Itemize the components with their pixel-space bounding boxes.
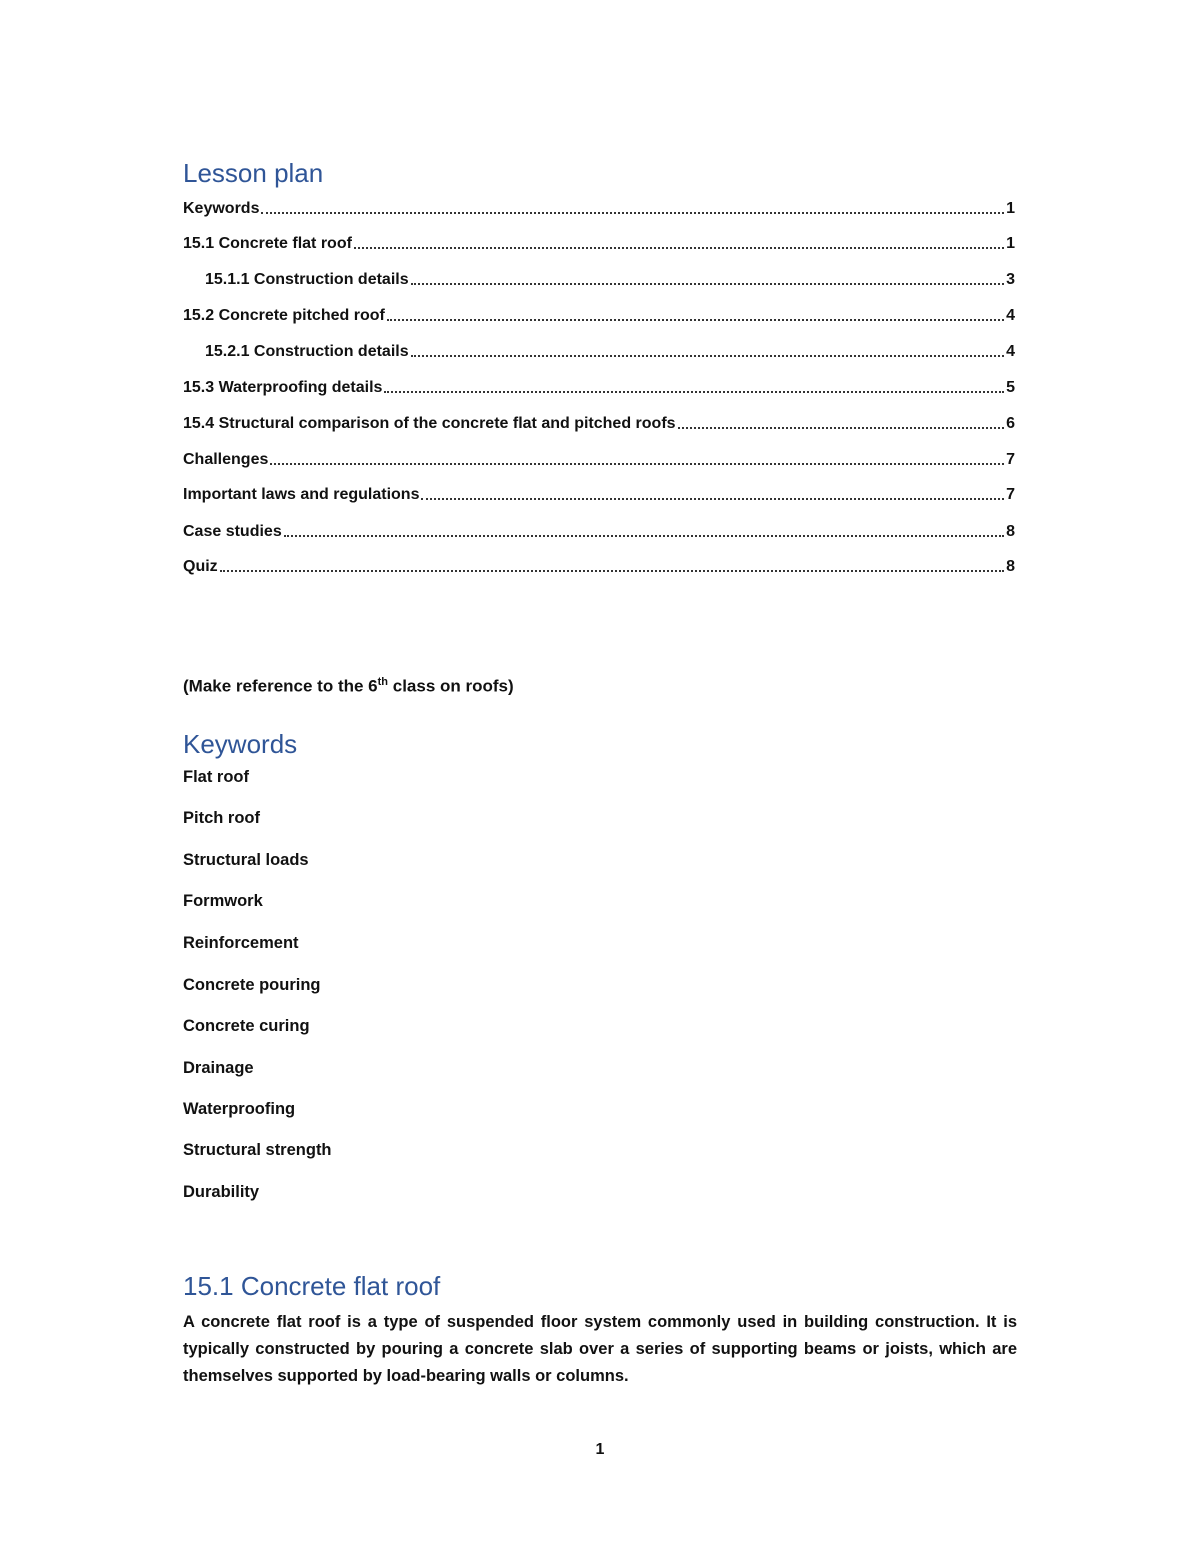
- keyword-item: Concrete pouring: [183, 976, 321, 994]
- toc-entry-title: 15.2.1 Construction details: [205, 343, 409, 360]
- toc-entry-title: Case studies: [183, 523, 282, 540]
- keyword-item: Waterproofing: [183, 1100, 296, 1118]
- toc-leader-dots: [270, 463, 1004, 465]
- toc-entry-page: 1: [1006, 235, 1015, 252]
- toc-entry-page: 4: [1006, 307, 1015, 324]
- keyword-item: Pitch roof: [183, 809, 260, 827]
- toc-leader-dots: [354, 247, 1004, 249]
- keyword-item: Structural strength: [183, 1141, 332, 1159]
- keyword-item: Durability: [183, 1183, 260, 1201]
- section-body-text: A concrete flat roof is a type of suspended floor system commonly used in building construction. It is typically constructed by pouring a concrete slab over a series of supporting beams or joists, which are themselves supported by load-bearing walls or columns.: [183, 1313, 1017, 1385]
- keyword-item: Reinforcement: [183, 934, 299, 952]
- toc-leader-dots: [411, 283, 1004, 285]
- toc-leader-dots: [284, 535, 1004, 537]
- toc-entry-case-studies[interactable]: [183, 520, 1015, 542]
- toc-leader-dots: [387, 319, 1004, 321]
- toc-entry-title: Keywords: [183, 200, 260, 217]
- reference-note-end: class on roofs): [388, 676, 514, 696]
- toc-leader-dots: [421, 498, 1004, 500]
- toc-entry-page: 5: [1006, 379, 1015, 396]
- toc-entry-challenges[interactable]: [183, 448, 1015, 470]
- reference-note-superscript: th: [377, 676, 389, 688]
- toc-leader-dots: [261, 212, 1004, 214]
- toc-entry-title: 15.4 Structural comparison of the concrete flat and pitched roofs: [183, 415, 676, 432]
- toc-entry-page: 6: [1006, 415, 1015, 432]
- toc-entry-title: Important laws and regulations: [183, 486, 420, 503]
- toc-entry-15-2-1[interactable]: [205, 340, 1015, 362]
- keyword-item: Concrete curing: [183, 1017, 310, 1035]
- toc-entry-15-1[interactable]: [183, 232, 1015, 254]
- toc-entry-page: 1: [1006, 200, 1015, 217]
- toc-entry-title: Quiz: [183, 558, 218, 575]
- reference-note-start: (Make reference to the 6: [183, 676, 378, 696]
- toc-entry-page: 7: [1006, 486, 1015, 503]
- toc-entry-keywords[interactable]: [183, 197, 1015, 219]
- reference-note: [183, 676, 514, 697]
- toc-entry-15-4[interactable]: [183, 412, 1015, 434]
- toc-leader-dots: [384, 391, 1004, 393]
- toc-entry-title: Challenges: [183, 451, 269, 468]
- toc-entry-title: 15.2 Concrete pitched roof: [183, 307, 385, 324]
- keyword-item: Flat roof: [183, 768, 249, 786]
- toc-entry-page: 4: [1006, 343, 1015, 360]
- toc-entry-15-3[interactable]: [183, 376, 1015, 398]
- keyword-item: Structural loads: [183, 851, 309, 869]
- keyword-item: Formwork: [183, 892, 263, 910]
- keywords-heading: Keywords: [183, 729, 298, 759]
- toc-leader-dots: [678, 427, 1005, 429]
- toc-entry-page: 8: [1006, 523, 1015, 540]
- toc-entry-page: 7: [1006, 451, 1015, 468]
- toc-leader-dots: [411, 355, 1004, 357]
- toc-entry-quiz[interactable]: [183, 555, 1015, 577]
- toc-entry-title: 15.3 Waterproofing details: [183, 379, 383, 396]
- page-number: 1: [595, 1441, 605, 1458]
- toc-entry-15-1-1[interactable]: [205, 268, 1015, 290]
- toc-entry-page: 3: [1006, 271, 1015, 288]
- keyword-item: Drainage: [183, 1059, 254, 1077]
- toc-entry-title: 15.1 Concrete flat roof: [183, 235, 352, 252]
- toc-leader-dots: [220, 570, 1004, 572]
- toc-entry-page: 8: [1006, 558, 1015, 575]
- toc-entry-15-2[interactable]: [183, 304, 1015, 326]
- toc-heading: Lesson plan: [183, 158, 324, 188]
- toc-entry-laws[interactable]: [183, 483, 1015, 505]
- section-heading-15-1: 15.1 Concrete flat roof: [183, 1271, 441, 1301]
- toc-entry-title: 15.1.1 Construction details: [205, 271, 409, 288]
